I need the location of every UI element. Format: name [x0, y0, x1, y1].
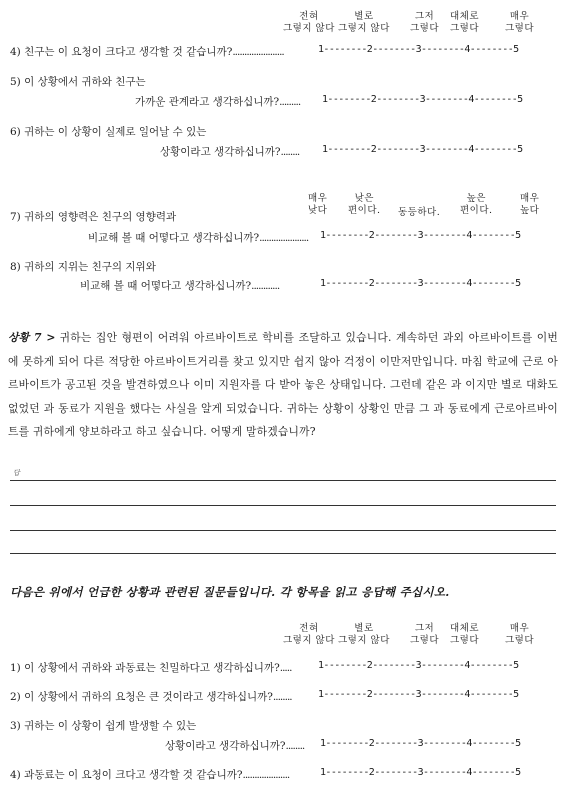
- influence-header-5: 매우 높다: [520, 193, 540, 216]
- question-7-line2: 비교해 볼 때 어떻다고 생각하십니까?.....................: [88, 232, 309, 244]
- situation-paragraph: [8, 326, 558, 444]
- likert-scale[interactable]: 1--------2--------3--------4--------5: [320, 230, 521, 241]
- scale-header-1: 전혀 그렇지 않다: [283, 11, 335, 34]
- situation-text: 귀하는 집안 형편이 어려워 아르바이트로 학비를 조달하고 있습니다. 계속하던 과외 아르바이트를 이번에 못하게 되어 다른 적당한 아르바이트거리를 찾고 있지만 쉽지 않아 걱정이 이만저만입니다. 마침 학교에 근로 아르바이트가 공고된 것을 발견하였으나 이미 지원자를 다 받아 놓은 상태입니다. 그런데 같은 과 이지만 별로 대화도 없었던 과 동료가 지원을 했다는 사실을 알게 되었습니다. 귀하는 상황이 상황인 만큼 그 과 동료에게 근로아르바이트를 귀하에게 양보하라고 하고 싶습니다. 어떻게 말하겠습니까?: [8, 331, 559, 438]
- question-5: 5) 이 상황에서 귀하와 친구는: [10, 76, 146, 88]
- likert-scale[interactable]: 1--------2--------3--------4--------5: [322, 144, 523, 155]
- scale-header-5: 매우 그렇다: [505, 11, 535, 34]
- influence-header-3: 동등하다.: [398, 207, 441, 218]
- scale-header-2: 별로 그렇지 않다: [338, 623, 390, 646]
- answer-line-3[interactable]: [10, 530, 556, 531]
- influence-header-2: 낮은 편이다.: [348, 193, 381, 216]
- scale-header-4: 대체로 그렇다: [450, 11, 480, 34]
- scale-header-5: 매우 그렇다: [505, 623, 535, 646]
- question-2-1: 1) 이 상황에서 귀하와 과동료는 친밀하다고 생각하십니까?.....: [10, 662, 292, 674]
- answer-label: 답: [13, 469, 20, 477]
- scale-header-4: 대체로 그렇다: [450, 623, 480, 646]
- likert-scale[interactable]: 1--------2--------3--------4--------5: [320, 767, 521, 778]
- instruction-heading: 다음은 위에서 언급한 상황과 관련된 질문들입니다. 각 항목을 읽고 응답해 주십시오.: [10, 585, 450, 599]
- scale-header-2: 별로 그렇지 않다: [338, 11, 390, 34]
- scale-header-3: 그저 그렇다: [410, 11, 440, 34]
- likert-scale[interactable]: 1--------2--------3--------4--------5: [322, 94, 523, 105]
- question-2-2: 2) 이 상황에서 귀하의 요청은 큰 것이라고 생각하십니까?........: [10, 691, 292, 703]
- question-6: 6) 귀하는 이 상황이 실제로 일어날 수 있는: [10, 126, 207, 138]
- answer-line-2[interactable]: [10, 505, 556, 506]
- question-5-line2: 가까운 관계라고 생각하십니까?.........: [135, 96, 301, 108]
- question-6-line2: 상황이라고 생각하십니까?........: [160, 146, 300, 158]
- situation-tag: 상황 7 >: [8, 331, 56, 344]
- likert-scale[interactable]: 1--------2--------3--------4--------5: [318, 44, 519, 55]
- influence-header-4: 높은 편이다.: [460, 193, 493, 216]
- answer-line-1[interactable]: [10, 480, 556, 481]
- question-8: 8) 귀하의 지위는 친구의 지위와: [10, 261, 156, 273]
- answer-line-4[interactable]: [10, 553, 556, 554]
- likert-scale[interactable]: 1--------2--------3--------4--------5: [318, 660, 519, 671]
- question-8-line2: 비교해 볼 때 어떻다고 생각하십니까?............: [80, 280, 280, 292]
- question-2-3: 3) 귀하는 이 상황이 쉽게 발생할 수 있는: [10, 720, 197, 732]
- scale-header-3: 그저 그렇다: [410, 623, 440, 646]
- likert-scale[interactable]: 1--------2--------3--------4--------5: [318, 689, 519, 700]
- likert-scale[interactable]: 1--------2--------3--------4--------5: [320, 738, 521, 749]
- scale-header-1: 전혀 그렇지 않다: [283, 623, 335, 646]
- influence-header-1: 매우 낮다: [308, 193, 328, 216]
- question-2-4: 4) 과동료는 이 요청이 크다고 생각할 것 같습니까?....................: [10, 769, 290, 781]
- question-2-3-line2: 상황이라고 생각하십니까?........: [165, 740, 305, 752]
- question-4: 4) 친구는 이 요청이 크다고 생각할 것 같습니까?......................: [10, 46, 284, 58]
- likert-scale[interactable]: 1--------2--------3--------4--------5: [320, 278, 521, 289]
- question-7: 7) 귀하의 영향력은 친구의 영향력과: [10, 211, 177, 223]
